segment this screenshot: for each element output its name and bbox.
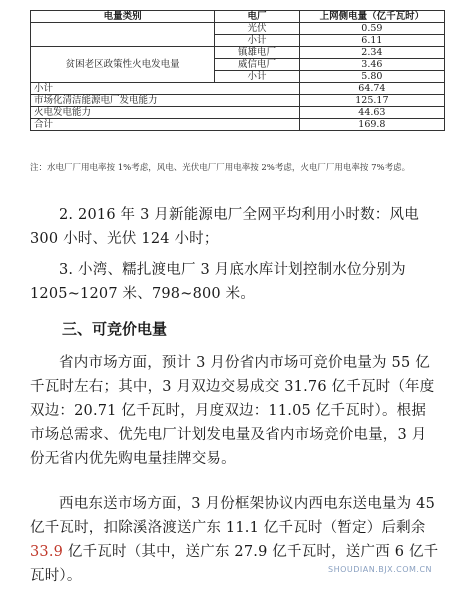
table-cell-plant: 镇雄电厂 <box>215 47 300 59</box>
table-cell-category <box>31 23 215 47</box>
paragraph-text-part: 亿千瓦时（其中，送广东 27.9 亿千瓦时，送广西 6 亿千瓦时）。 <box>30 544 439 584</box>
table-cell-category: 市场化清洁能源电厂发电能力 <box>31 95 300 107</box>
table-cell-value: 2.34 <box>299 47 444 59</box>
table-cell-category: 贫困老区政策性火电发电量 <box>31 47 215 83</box>
table-cell-plant: 小计 <box>215 35 300 47</box>
table-cell-value: 44.63 <box>299 107 444 119</box>
paragraph-reservoir-levels: 3. 小湾、糯扎渡电厂 3 月底水库计划控制水位分别为 1205~1207 米、798~800 米。 <box>30 262 406 302</box>
table-cell-value: 0.59 <box>299 23 444 35</box>
paragraph-utilization-hours: 2. 2016 年 3 月新能源电厂全网平均利用小时数：风电 300 小时、光伏 124 小时； <box>30 207 419 247</box>
col-header-value: 上网侧电量（亿千瓦时） <box>299 11 444 23</box>
table-cell-value: 3.46 <box>299 59 444 71</box>
col-header-plant: 电厂 <box>215 11 300 23</box>
table-cell-value: 125.17 <box>299 95 444 107</box>
watermark-text: SHOUDIAN.BJX.COM.CN <box>328 565 433 574</box>
table-cell-category: 火电发电能力 <box>31 107 300 119</box>
table-cell-category: 小计 <box>31 83 300 95</box>
paragraph-provincial-market: 省内市场方面，预计 3 月份省内市场可竞价电量为 55 亿千瓦时左右；其中，3 月双边交易成交 31.76 亿千瓦时（年度双边：20.71 亿千瓦时，月度双边：11.05 亿千瓦时）。根据市场总需求、优先电厂计划发电量及省内市场竞价电量，3 月份无省内优先购电量挂牌交易。 <box>30 355 435 467</box>
table-cell-plant: 光伏 <box>215 23 300 35</box>
col-header-category: 电量类别 <box>31 11 215 23</box>
table-row <box>31 95 445 107</box>
table-row <box>31 47 445 59</box>
electricity-table <box>30 10 445 131</box>
table-cell-value: 169.8 <box>299 119 444 131</box>
table-cell-value: 5.80 <box>299 71 444 83</box>
table-row <box>31 83 445 95</box>
table-cell-plant: 小计 <box>215 71 300 83</box>
table-cell-plant: 威信电厂 <box>215 59 300 71</box>
table-row <box>31 23 445 35</box>
paragraph-text-part: 西电东送市场方面，3 月份框架协议内西电东送电量为 45 亿千瓦时，扣除溪洛渡送广东 11.1 亿千瓦时（暂定）后剩余 <box>30 496 435 536</box>
section-heading: 三、可竞价电量 <box>62 320 168 338</box>
table-header-row <box>31 11 445 23</box>
table-row <box>31 107 445 119</box>
table-row <box>31 119 445 131</box>
table-cell-value: 6.11 <box>299 35 444 47</box>
highlighted-value: 33.9 <box>30 544 64 560</box>
table-cell-category: 合计 <box>31 119 300 131</box>
table-cell-value: 64.74 <box>299 83 444 95</box>
table-footnote: 注：水电厂厂用电率按 1%考虑，风电、光伏电厂厂用电率按 2%考虑，火电厂厂用电率按 7%考虑。 <box>30 163 411 173</box>
